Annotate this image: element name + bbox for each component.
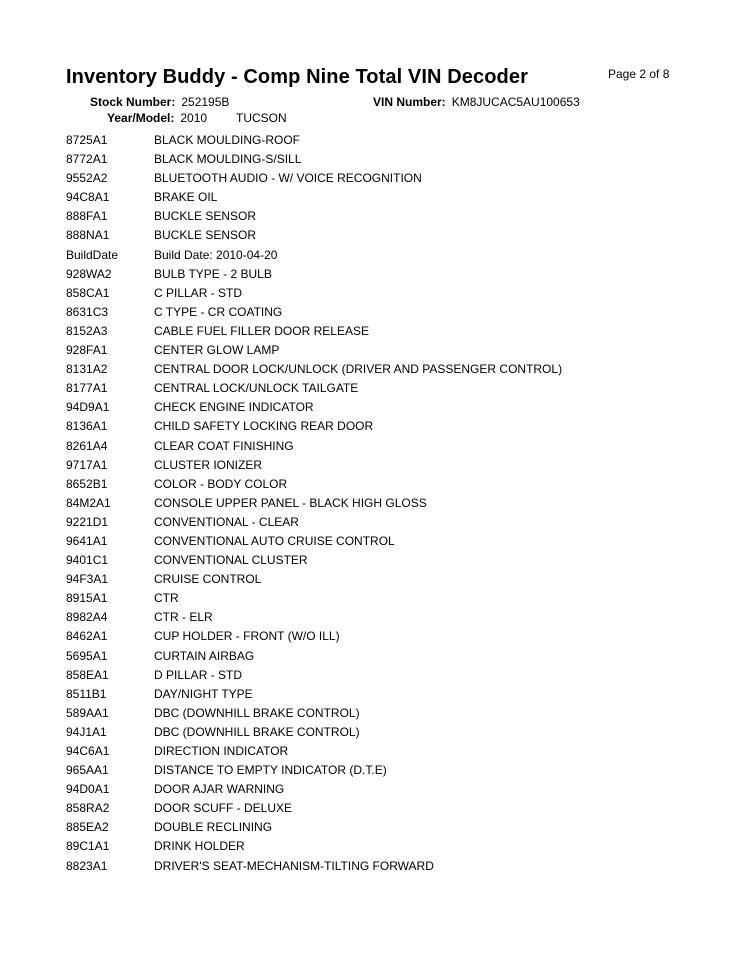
option-description: BLACK MOULDING-ROOF [154,133,301,147]
option-description: CENTRAL LOCK/UNLOCK TAILGATE [154,381,359,396]
option-code: 8131A2 [66,362,108,377]
option-code: 9717A1 [66,457,108,472]
option-description: DAY/NIGHT TYPE [154,686,253,701]
option-code: 9221D1 [66,514,109,529]
option-description: C TYPE - CR COATING [154,304,283,319]
option-code: 8823A1 [66,858,108,873]
option-description: COLOR - BODY COLOR [154,476,288,491]
option-description: CUP HOLDER - FRONT (W/O ILL) [154,629,340,644]
page-title: Inventory Buddy - Comp Nine Total VIN Decoder [66,66,528,88]
option-code: 8915A1 [66,591,108,606]
option-description: CHILD SAFETY LOCKING REAR DOOR [154,419,374,434]
option-description: DRINK HOLDER [154,839,245,854]
option-code: 965AA1 [66,763,109,778]
option-description: DBC (DOWNHILL BRAKE CONTROL) [154,705,360,720]
option-code: 94C8A1 [66,190,110,205]
option-description: DOOR AJAR WARNING [154,782,285,797]
stock-number-value: 252195B [181,95,230,109]
option-code: 8261A4 [66,438,108,453]
option-description: BRAKE OIL [154,190,218,205]
stock-number [90,95,229,109]
option-description: CENTRAL DOOR LOCK/UNLOCK (DRIVER AND PASSENGER CONTROL) [154,362,563,377]
option-code: 885EA2 [66,820,109,835]
option-code: 94F3A1 [66,572,109,587]
option-code: 8177A1 [66,381,108,396]
option-code: 858RA2 [66,801,110,816]
vin-number-label: VIN Number: [373,95,446,109]
option-description: BUCKLE SENSOR [154,209,257,224]
option-description: DBC (DOWNHILL BRAKE CONTROL) [154,724,360,739]
option-description: Build Date: 2010-04-20 [154,247,278,262]
option-code: 94C6A1 [66,744,110,758]
option-description: BLACK MOULDING-S/SILL [154,152,302,167]
option-code: 8462A1 [66,629,108,644]
page-number: Page 2 of 8 [608,67,670,81]
option-code: 8725A1 [66,133,108,147]
option-code: 5695A1 [66,648,108,663]
option-code: 858CA1 [66,285,110,300]
option-code: 9641A1 [66,533,108,548]
option-code: 928FA1 [66,343,108,358]
option-code: 89C1A1 [66,839,110,854]
option-description: DISTANCE TO EMPTY INDICATOR (D.T.E) [154,763,387,778]
option-description: BUCKLE SENSOR [154,228,257,243]
option-description: CTR [154,591,179,606]
option-code: 8982A4 [66,610,108,625]
option-code: 94D0A1 [66,782,110,797]
option-description: DIRECTION INDICATOR [154,744,289,758]
option-description: CONVENTIONAL - CLEAR [154,514,299,529]
stock-number-label: Stock Number: [90,95,176,109]
option-description: DRIVER'S SEAT-MECHANISM-TILTING FORWARD [154,858,434,873]
option-description: CENTER GLOW LAMP [154,343,280,358]
vin-number [373,95,580,109]
option-code: 589AA1 [66,705,109,720]
option-description: C PILLAR - STD [154,285,243,300]
option-description: D PILLAR - STD [154,667,243,682]
option-description: BLUETOOTH AUDIO - W/ VOICE RECOGNITION [154,171,422,186]
year-model-label: Year/Model: [107,111,175,125]
option-description: DOOR SCUFF - DELUXE [154,801,293,816]
year-model [107,111,207,125]
option-code: 8152A3 [66,323,108,338]
option-description: CRUISE CONTROL [154,572,262,587]
option-code: 8652B1 [66,476,108,491]
option-description: CLEAR COAT FINISHING [154,438,294,453]
option-description: DOUBLE RECLINING [154,820,273,835]
option-description: CHECK ENGINE INDICATOR [154,400,314,415]
option-code: 888NA1 [66,228,110,243]
option-code: 8511B1 [66,686,107,701]
year-value: 2010 [180,111,208,125]
option-code: 888FA1 [66,209,108,224]
option-code: 94J1A1 [66,724,107,739]
option-code: 9552A2 [66,171,108,186]
option-code: BuildDate [66,247,119,262]
vin-number-value: KM8JUCAC5AU100653 [451,95,580,109]
option-description: CONSOLE UPPER PANEL - BLACK HIGH GLOSS [154,495,427,510]
option-code: 8772A1 [66,152,108,167]
option-code: 928WA2 [66,266,112,281]
option-code: 8631C3 [66,304,109,319]
option-description: BULB TYPE - 2 BULB [154,266,272,281]
option-description: CURTAIN AIRBAG [154,648,255,663]
option-description: CABLE FUEL FILLER DOOR RELEASE [154,323,369,338]
option-description: CTR - ELR [154,610,213,625]
option-code: 8136A1 [66,419,108,434]
option-description: CONVENTIONAL AUTO CRUISE CONTROL [154,533,395,548]
option-code: 84M2A1 [66,495,111,510]
option-description: CLUSTER IONIZER [154,457,263,472]
option-code: 9401C1 [66,553,109,568]
option-code: 94D9A1 [66,400,110,415]
option-code: 858EA1 [66,667,109,682]
model-value: TUCSON [236,111,287,125]
option-description: CONVENTIONAL CLUSTER [154,553,308,568]
